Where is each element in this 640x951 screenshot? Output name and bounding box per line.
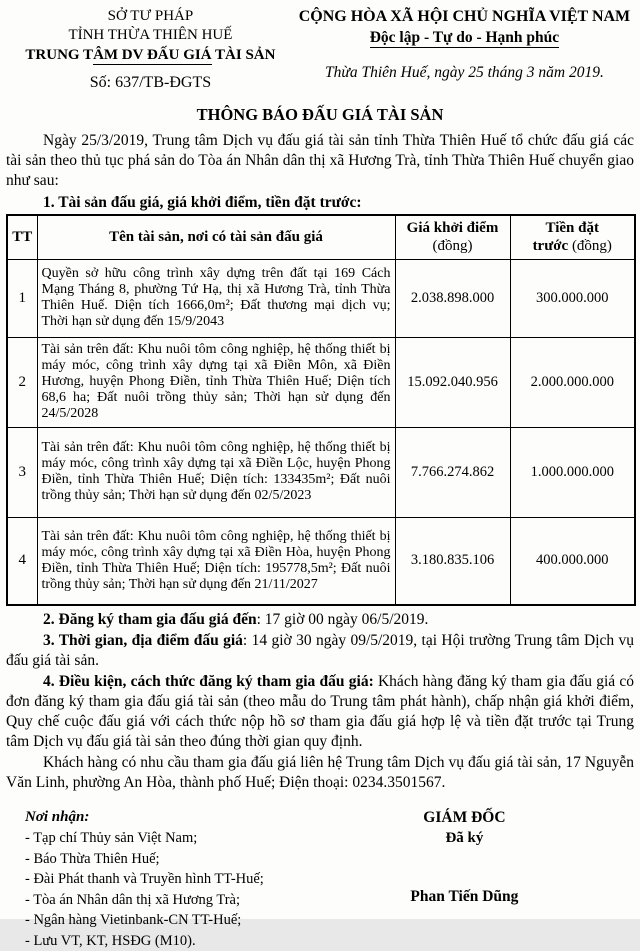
- col-header-starting-price: Giá khởi điểm (đồng): [395, 215, 510, 259]
- issuing-org-block: [6, 7, 295, 92]
- section-3-text: : 14 giờ 30 ngày 09/5/2019, tại Hội trường Trung tâm Dịch vụ đấu giá tài sản.: [6, 632, 634, 669]
- section-4-paragraph: [6, 672, 634, 752]
- national-title: CỘNG HÒA XÃ HỘI CHỦ NGHĨA VIỆT NAM: [295, 7, 634, 27]
- section-4-label: 4. Điều kiện, cách thức đăng ký tham gia đấu giá:: [43, 673, 374, 690]
- section-3-paragraph: [6, 631, 634, 671]
- signed-note: Đã ký: [333, 828, 597, 849]
- national-header-block: [295, 7, 634, 92]
- deposit-cell: 1.000.000.000: [510, 427, 635, 517]
- recipients-label: Nơi nhận:: [25, 807, 333, 828]
- table-row: [7, 259, 635, 337]
- asset-name-cell: Quyền sở hữu công trình xây dựng trên đất tại 169 Cách Mạng Tháng 8, phường Tứ Hạ, thị xã Hương Trà, tỉnh Thừa Thiên Huế. Diện tích 1666,0m²; Đất thương mại dịch vụ; Thời hạn sử dụng đến 15/9/2043: [37, 259, 395, 337]
- section-3-label: 3. Thời gian, địa điểm đấu giá: [43, 632, 243, 649]
- starting-price-cell: 2.038.898.000: [395, 259, 510, 337]
- starting-price-cell: 3.180.835.106: [395, 517, 510, 605]
- org-center-name: [6, 45, 295, 65]
- deposit-cell: 400.000.000: [510, 517, 635, 605]
- contact-paragraph: Khách hàng có nhu cầu tham gia đấu giá liên hệ Trung tâm Dịch vụ đấu giá tài sản, 17 Nguyễn Văn Linh, phường An Hòa, thành phố Huế; Điện thoại: 0234.3501567.: [6, 753, 634, 793]
- section-2-label: 2. Đăng ký tham gia đấu giá đến: [43, 611, 257, 628]
- intro-paragraph: Ngày 25/3/2019, Trung tâm Dịch vụ đấu giá tài sản tỉnh Thừa Thiên Huế tổ chức đấu giá các tài sản theo thủ tục phá sản do Tòa án Nhân dân thị xã Hương Trà, tỉnh Thừa Thiên Huế chuyển giao như sau:: [6, 131, 634, 191]
- row-index-cell: 3: [7, 427, 37, 517]
- col-header-asset-name: Tên tài sản, nơi có tài sản đấu giá: [37, 215, 395, 259]
- org-center-name-pre: TRUNG T: [25, 47, 93, 63]
- asset-name-cell: Tài sản trên đất: Khu nuôi tôm công nghiệp, hệ thống thiết bị máy móc, công trình xây dựng tại xã Điền Môn, xã Điền Hương, huyện Phong Điền, tỉnh Thừa Thiên Huế; Diện tích 68,6 ha; Đất nuôi trồng thủy sản; Thời hạn sử dụng đến 24/5/2028: [37, 337, 395, 427]
- recipients-block: [6, 807, 333, 951]
- section-4-text: Khách hàng đăng ký tham gia đấu giá có đơn đăng ký tham gia đấu giá tài sản (theo mẫu do Trung tâm phát hành), chấp nhận giá khởi điểm, Quy chế cuộc đấu giá với cách thức nộp hồ sơ tham gia đấu giá hợp lệ và tiền đặt trước tại Trung tâm Dịch vụ đấu giá tài sản theo đúng thời gian quy định.: [6, 673, 634, 750]
- deposit-cell: 2.000.000.000: [510, 337, 635, 427]
- row-index-cell: 1: [7, 259, 37, 337]
- col-header-tt: TT: [7, 215, 37, 259]
- deposit-cell: 300.000.000: [510, 259, 635, 337]
- recipient-item: - Lưu VT, KT, HSĐG (M10).: [25, 931, 333, 951]
- org-parent-name: SỞ TƯ PHÁP: [6, 7, 295, 26]
- document-title: THÔNG BÁO ĐẤU GIÁ TÀI SẢN: [6, 105, 634, 125]
- section-1-heading: 1. Tài sản đấu giá, giá khởi điểm, tiền đặt trước:: [6, 192, 634, 213]
- signer-title: GIÁM ĐỐC: [333, 807, 597, 828]
- recipient-item: - Báo Thừa Thiên Huế;: [25, 849, 333, 870]
- col-header-deposit: Tiền đặt trước (đồng): [510, 215, 635, 259]
- table-row: [7, 427, 635, 517]
- org-province-name: TỈNH THỪA THIÊN HUẾ: [6, 26, 295, 45]
- document-header: [6, 7, 634, 92]
- recipient-item: - Ngân hàng Vietinbank-CN TT-Huế;: [25, 910, 333, 931]
- row-index-cell: 4: [7, 517, 37, 605]
- document-footer: [6, 807, 634, 951]
- national-motto: Độc lập - Tự do - Hạnh phúc: [295, 27, 634, 49]
- asset-name-cell: Tài sản trên đất: Khu nuôi tôm công nghiệp, hệ thống thiết bị máy móc, công trình xây dựng tại xã Điền Lộc, huyện Phong Điền, tỉnh Thừa Thiên Huế; Diện tích: 133435m²; Đất nuôi trồng thủy sản; Thời hạn sử dụng đến 02/5/2023: [37, 427, 395, 517]
- row-index-cell: 2: [7, 337, 37, 427]
- signer-name: Phan Tiến Dũng: [333, 888, 597, 906]
- dateline: Thừa Thiên Huế, ngày 25 tháng 3 năm 2019.: [295, 64, 634, 82]
- signature-block: [333, 807, 597, 951]
- assets-table: [6, 214, 636, 606]
- recipient-item: - Đài Phát thanh và Truyền hình TT-Huế;: [25, 869, 333, 890]
- starting-price-cell: 15.092.040.956: [395, 337, 510, 427]
- table-row: [7, 517, 635, 605]
- section-2-text: : 17 giờ 00 ngày 06/5/2019.: [257, 611, 429, 628]
- section-2-paragraph: [6, 610, 634, 630]
- table-row: [7, 337, 635, 427]
- org-center-name-underlined: ÂM DV ĐẤU GIÁ: [93, 47, 211, 65]
- document-number: Số: 637/TB-ĐGTS: [6, 74, 295, 92]
- org-center-name-post: TÀI SẢN: [212, 47, 276, 63]
- asset-name-cell: Tài sản trên đất: Khu nuôi tôm công nghiệp, hệ thống thiết bị máy móc, công trình xây dựng tại xã Điền Hòa, huyện Phong Điền, tỉnh Thừa Thiên Huế; Diện tích: 195778,5m²; Đất nuôi trồng thủy sản; Thời hạn sử dụng đến 21/11/2027: [37, 517, 395, 605]
- recipient-item: - Tạp chí Thủy sản Việt Nam;: [25, 828, 333, 849]
- starting-price-cell: 7.766.274.862: [395, 427, 510, 517]
- table-header-row: [7, 215, 635, 259]
- recipient-item: - Tòa án Nhân dân thị xã Hương Trà;: [25, 890, 333, 911]
